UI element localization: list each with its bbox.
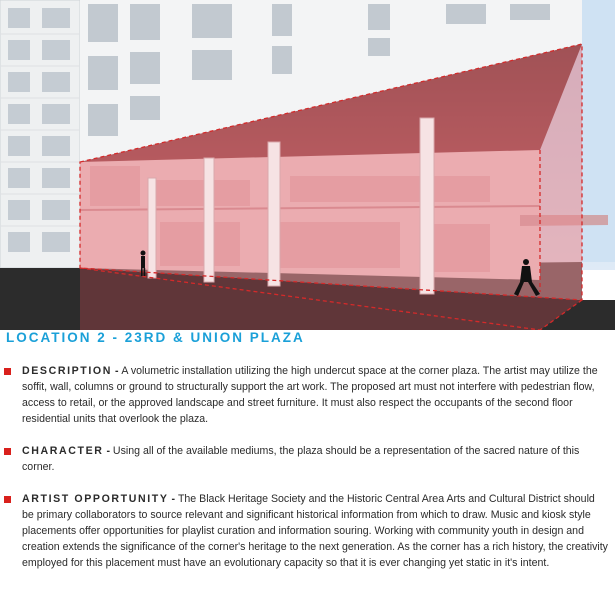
artist-opportunity-section [2, 491, 608, 571]
artist-opportunity-label: ARTIST OPPORTUNITY [22, 493, 169, 505]
artist-opportunity-separator: - [168, 493, 178, 505]
description-label: DESCRIPTION [22, 365, 112, 377]
character-separator: - [103, 445, 113, 457]
description-separator: - [112, 365, 122, 377]
bullet-square-icon [4, 448, 11, 455]
left-tower [0, 0, 80, 268]
character-section [2, 443, 608, 475]
bullet-square-icon [4, 496, 11, 503]
character-label: CHARACTER [22, 445, 104, 457]
bullet-square-icon [4, 368, 11, 375]
location-title: LOCATION 2 - 23RD & UNION PLAZA [6, 330, 305, 345]
artist-opportunity-text: The Black Heritage Society and the Historic Central Area Arts and Cultural District should be primary collaborators to source relevant and significant historical information from which to draw. Music and kiosk style placements offer opportunities for playlist curation and information souring. Working with community youth in design and creation extends the significance of the corner's heritage to the next generation. As the corner has a rich history, the creativity employed for this placement must have an evolutionary capacity so that it is ever changing yet static in it's intent. [22, 493, 608, 569]
character-text: Using all of the available mediums, the plaza should be a representation of the sacred nature of this corner. [22, 445, 580, 473]
description-text: A volumetric installation utilizing the high undercut space at the corner plaza. The artist may utilize the soffit, wall, columns or ground to structurally support the art work. The proposed art must not interfere with pedestrian flow, access to retail, or the approved landscape and street furniture. It must also respect the occupants of the second floor residential units that overlook the plaza. [22, 365, 598, 425]
description-section [2, 363, 608, 427]
